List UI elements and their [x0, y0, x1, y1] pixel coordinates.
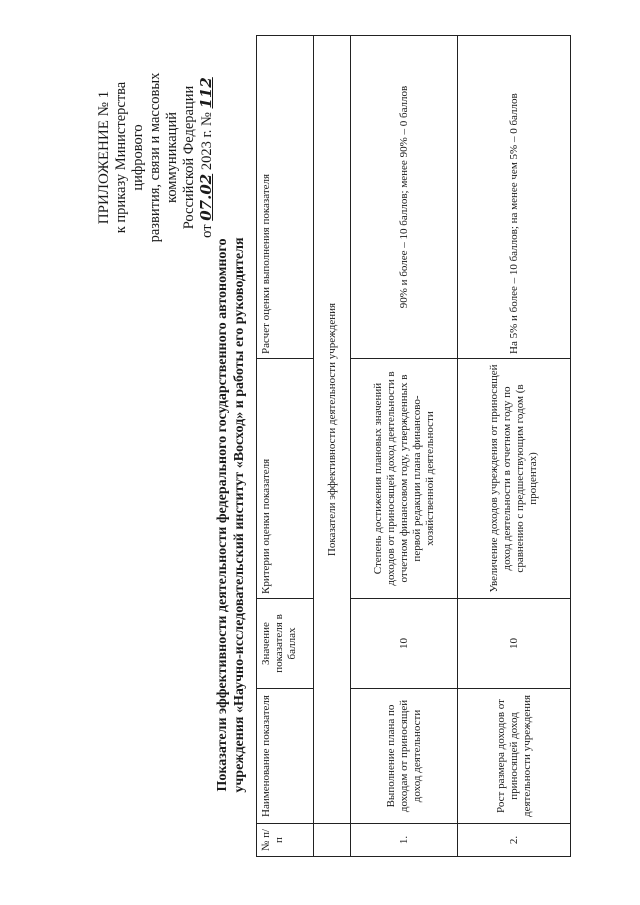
row-name: Выполнение плана по доходам от приносящей доход деятельности [351, 689, 458, 824]
header-value: Значение показателя в баллах [257, 599, 314, 689]
appendix-line: к приказу Министерства цифрового [113, 81, 146, 234]
row-criteria: Увеличение доходов учреждения от приносящей доход деятельности в отчетном году по сравнению с предшествующим годом (в процентах) [458, 359, 571, 599]
row-value: 10 [351, 599, 458, 689]
row-calc: 90% и более – 10 баллов; менее 90% – 0 баллов [351, 36, 458, 359]
header-calc: Расчет оценки выполнения показателя [257, 36, 314, 359]
row-value: 10 [458, 599, 571, 689]
year-text: 2023 г. № [199, 112, 215, 171]
heading-line: учреждения «Научно-исследовательский институт «Восход» и работы его руководителя [232, 237, 247, 793]
appendix-block [96, 50, 216, 265]
document-heading [214, 165, 248, 865]
section-empty-cell [314, 824, 351, 857]
handwritten-number: 112 [197, 77, 215, 109]
row-criteria: Степень достижения плановых значений доходов от приносящей доход деятельности в отчетном финансовом году, утвержденных в первой редакции плана финансово-хозяйственной деятельности [351, 359, 458, 599]
indicators-table [256, 35, 571, 857]
table-row [458, 36, 571, 857]
appendix-title: ПРИЛОЖЕНИЕ № 1 [96, 90, 112, 225]
row-calc: На 5% и более – 10 баллов; на менее чем 5% – 0 баллов [458, 36, 571, 359]
appendix-line: Российской Федерации [181, 85, 197, 230]
row-num: 1. [351, 824, 458, 857]
heading-line: Показатели эффективности деятельности федерального государственного автономного [215, 238, 230, 792]
header-name: Наименование показателя [257, 689, 314, 824]
section-title: Показатели эффективности деятельности учреждения [314, 36, 351, 824]
appendix-line: развития, связи и массовых [147, 72, 163, 243]
section-row [314, 36, 351, 857]
header-num: № п/п [257, 824, 314, 857]
table-row [351, 36, 458, 857]
row-num: 2. [458, 824, 571, 857]
table-header-row [257, 36, 314, 857]
row-name: Рост размера доходов от приносящей доход деятельности учреждения [458, 689, 571, 824]
appendix-line: коммуникаций [164, 112, 180, 203]
date-prefix: от [199, 224, 215, 238]
handwritten-date: 07.02 [197, 173, 215, 221]
header-criteria: Критерии оценки показателя [257, 359, 314, 599]
